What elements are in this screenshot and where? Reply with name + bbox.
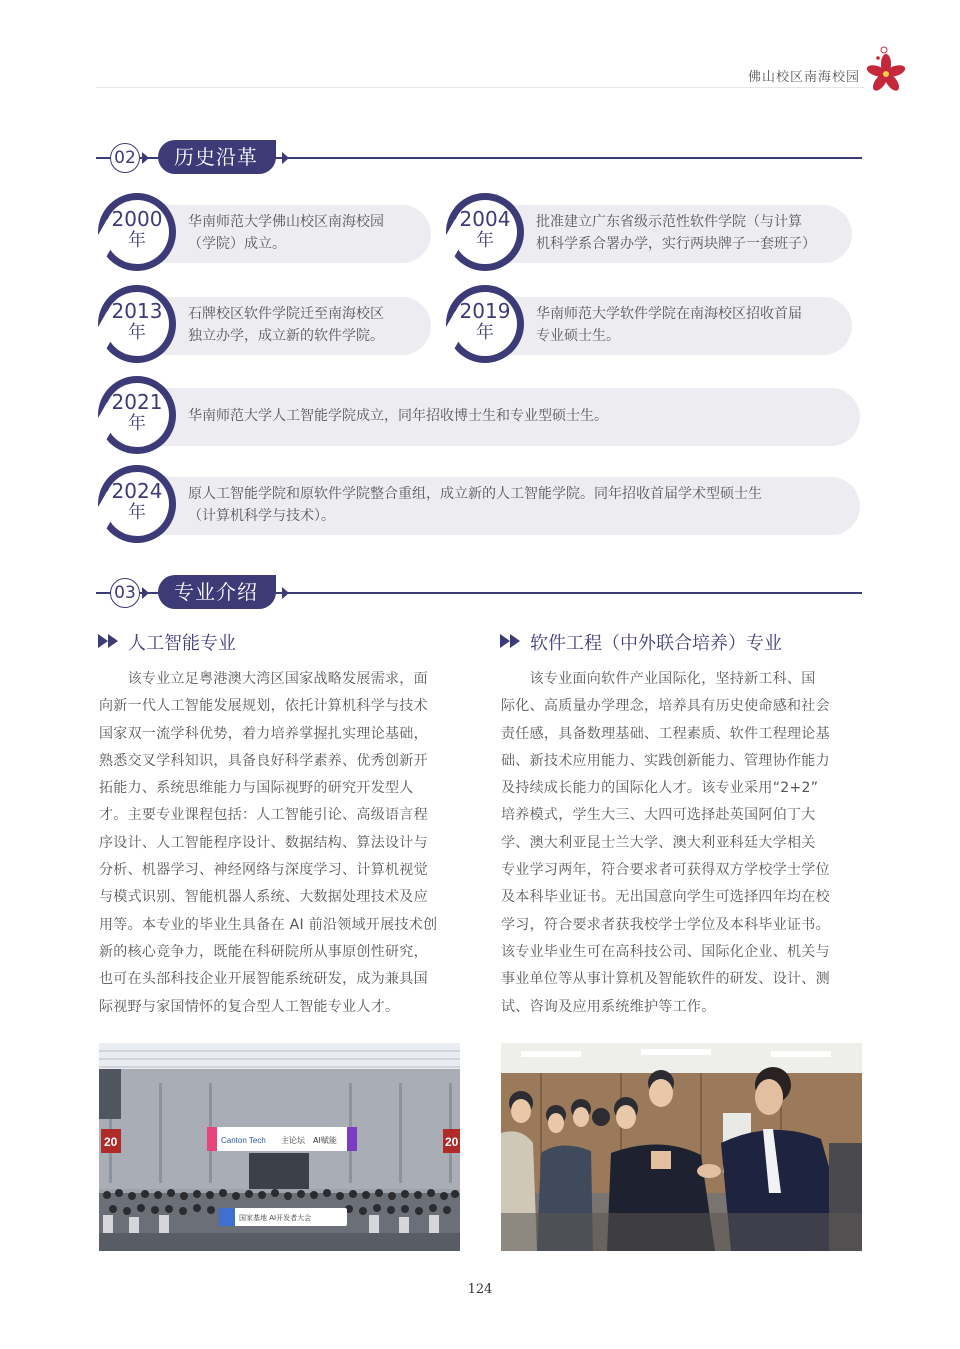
history-section-header (96, 140, 862, 176)
handshake-photo-image (501, 1043, 862, 1251)
banner-title: Canton Tech (221, 1136, 266, 1145)
se-major-description: 该专业面向软件产业国际化，坚持新工科、国 际化、高质量办学理念，培养具有历史使命感和社会 责任感，具备数理基础、工程素质、软件工程理论基 础、新技术应用能力、实践创新能力、管理协作能力 及持续成长能力的国际化人才。该专业采用“2+2” 培养模式，学生大三、大四可选择赴英国阿伯丁大 学、澳大利亚昆士兰大学、澳大利亚科廷大学相关 专业学习两年，符合要求者可获得双方学校学士学位 及本科毕业证书。无出国意向学生可选择四年均在校 学习，符合要求者获我校学士学位及本科毕业证书。 该专业毕业生可在高科技公司、国际化企业、机关与 事业单位等从事计算机及智能软件的研发、设计、测 试、咨询及应用系统维护等工作。 (501, 671, 830, 1015)
section-number: 02 (110, 143, 140, 173)
timeline-text: 华南师范大学软件学院在南海校区招收首届 专业硕士生。 (536, 306, 802, 344)
banner-text-b: 主论坛 (281, 1136, 305, 1145)
ai-major-heading: 人工智能专业 (98, 629, 236, 655)
section-title: 历史沿革 (158, 140, 276, 174)
section-number: 03 (110, 578, 140, 608)
timeline-item: 2013 年 石牌校区软件学院迁至南海校区 独立办学，成立新的软件学院。 (98, 285, 433, 365)
timeline-item: 2000 年 华南师范大学佛山校区南海校园 （学院）成立。 (98, 193, 433, 273)
play-arrow-icon (510, 634, 520, 648)
timeline-year: 2019 (459, 299, 511, 323)
timeline-text: 石牌校区软件学院迁至南海校区 独立办学，成立新的软件学院。 (188, 306, 384, 344)
group-photo-image (99, 1043, 460, 1251)
timeline-item: 2024 年 原人工智能学院和原软件学院整合重组，成立新的人工智能学院。同年招收首届学术型硕士生 （计算机科学与技术）。 (98, 465, 862, 545)
timeline-year: 2021 (111, 390, 163, 414)
play-arrow-icon (108, 634, 118, 648)
section-title: 专业介绍 (158, 575, 276, 609)
timeline-year: 2004 (459, 207, 511, 231)
timeline-text: 原人工智能学院和原软件学院整合重组，成立新的人工智能学院。同年招收首届学术型硕士生 （计算机科学与技术）。 (188, 486, 762, 524)
page-number: 124 (467, 1282, 493, 1297)
timeline-year: 2013 (111, 299, 163, 323)
timeline-text: 华南师范大学佛山校区南海校园 （学院）成立。 (188, 214, 384, 252)
timeline-item: 2004 年 批准建立广东省级示范性软件学院（与计算 机科学系合署办学，实行两块牌子一套班子） (446, 193, 856, 273)
timeline-year: 2000 (111, 207, 163, 231)
se-major-heading: 软件工程（中外联合培养）专业 (500, 629, 782, 655)
timeline-text: 批准建立广东省级示范性软件学院（与计算 机科学系合署办学，实行两块牌子一套班子） (536, 214, 816, 252)
sign-number-right: 20 (445, 1135, 459, 1149)
ai-major-description: 该专业立足粤港澳大湾区国家战略发展需求，面 向新一代人工智能发展规划，依托计算机科学与技术 国家双一流学科优势，着力培养掌握扎实理论基础， 熟悉交叉学科知识，具备良好科学素养、优秀创新开 拓能力、系统思维能力与国际视野的研究开发型人 才。主要专业课程包括：人工智能引论、高级语言程 序设计、人工智能程序设计、数据结构、算法设计与 分析、机器学习、神经网络与深度学习、计算机视觉 与模式识别、智能机器人系统、大数据处理技术及应 用等。本专业的毕业生具备在 AI 前沿领域开展技术创 新的核心竞争力，既能在科研院所从事原创性研究， 也可在头部科技企业开展智能系统研发，成为兼具国 际视野与家国情怀的复合型人工智能专业人才。 (99, 671, 438, 1015)
timeline-year: 2024 (111, 479, 163, 503)
campus-title: 佛山校区南海校园 (747, 70, 860, 85)
flower-logo-icon (864, 44, 908, 92)
sign-number-left: 20 (104, 1135, 118, 1149)
play-arrow-icon (98, 634, 108, 648)
timeline-item: 2021 年 华南师范大学人工智能学院成立，同年招收博士生和专业型硕士生。 (98, 376, 862, 456)
play-arrow-icon (500, 634, 510, 648)
majors-section-header (96, 575, 862, 611)
banner-text-c: AI赋能 (313, 1136, 337, 1145)
timeline-item: 2019 年 华南师范大学软件学院在南海校区招收首届 专业硕士生。 (446, 285, 856, 365)
front-banner-text: 国家基地 AI开发者大会 (239, 1214, 312, 1222)
timeline-text: 华南师范大学人工智能学院成立，同年招收博士生和专业型硕士生。 (188, 408, 608, 424)
header-divider (96, 87, 864, 88)
